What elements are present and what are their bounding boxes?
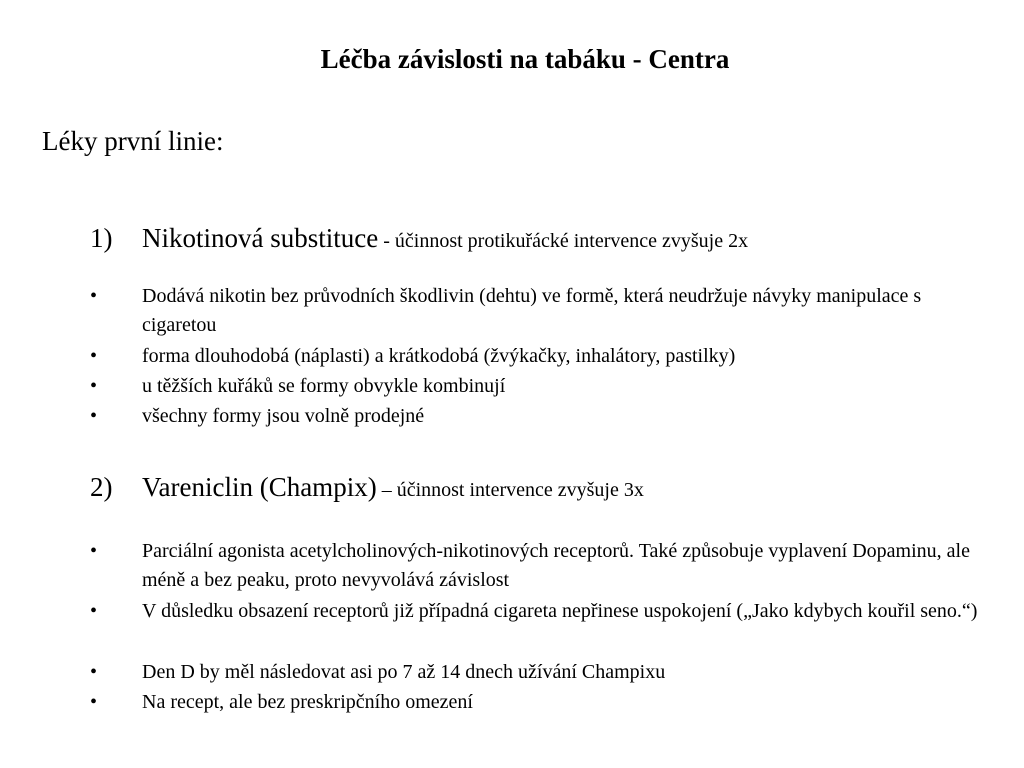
section-2-title: Vareniclin (Champix) [142,472,377,502]
section-1-number: 1) [90,223,113,253]
bullet-text: Parciální agonista acetylcholinových-nikotinových receptorů. Také způsobuje vyplavení Dopaminu, ale méně a bez peaku, proto nevyvolává závislost [142,540,970,591]
list-item [90,282,990,340]
list-item [90,688,990,717]
bullet-text: u těžších kuřáků se formy obvykle kombinují [142,375,506,397]
bullet-icon: • [90,540,98,562]
bullet-text: V důsledku obsazení receptorů již případná cigareta nepřinese uspokojení („Jako kdybych kouřil seno.“) [142,600,978,622]
subtitle: Léky první linie: [42,126,224,156]
section-1-title: Nikotinová substituce [142,223,379,253]
bullet-icon: • [90,691,98,713]
section-1-note: - účinnost protikuřácké intervence zvyšuje 2x [378,230,749,252]
bullet-icon: • [90,285,98,307]
list-item [90,402,990,431]
list-item [90,597,990,626]
bullet-text: Den D by měl následovat asi po 7 až 14 dnech užívání Champixu [142,661,666,683]
bullet-icon: • [90,345,98,367]
list-item [90,342,990,371]
bullet-text: Na recept, ale bez preskripčního omezení [142,691,473,713]
section-1-heading [90,221,748,258]
list-item [90,372,990,401]
list-item [90,537,990,595]
page-title: Léčba závislosti na tabáku - Centra [320,44,730,74]
bullet-icon: • [90,375,98,397]
bullet-icon: • [90,405,98,427]
section-2-note: – účinnost intervence zvyšuje 3x [376,479,644,501]
bullet-text: forma dlouhodobá (náplasti) a krátkodobá (žvýkačky, inhalátory, pastilky) [142,345,736,367]
bullet-text: všechny formy jsou volně prodejné [142,405,425,427]
bullet-text: Dodává nikotin bez průvodních škodlivin (dehtu) ve formě, která neudržuje návyky manipulace s cigaretou [142,285,922,336]
list-item [90,658,990,687]
bullet-icon: • [90,661,98,683]
section-2-heading [90,470,644,507]
bullet-icon: • [90,600,98,622]
section-2-number: 2) [90,472,113,502]
